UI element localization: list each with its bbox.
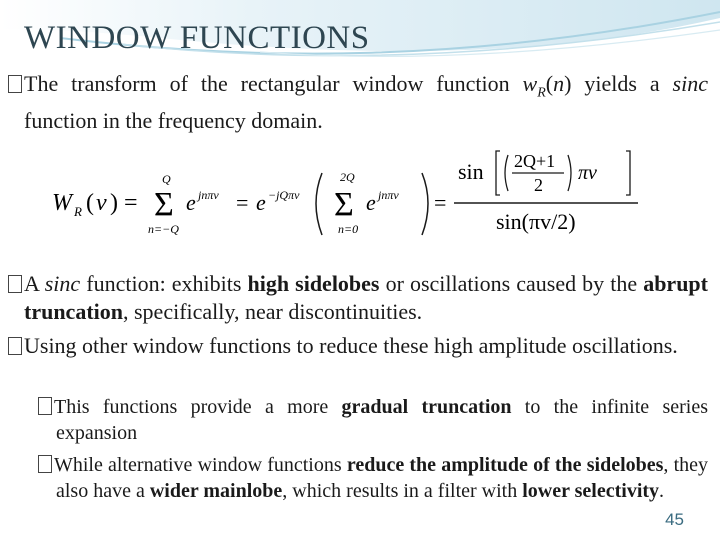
subbullet-gradual-truncation: This functions provide a more gradual truncation to the infinite series expansion: [38, 394, 708, 446]
slide-title: WINDOW FUNCTIONS: [24, 20, 370, 56]
svg-text:(: (: [86, 190, 94, 216]
svg-text:n=−Q: n=−Q: [148, 222, 179, 236]
svg-text:jnπv: jnπv: [198, 188, 219, 202]
svg-text:=: =: [434, 190, 447, 215]
paragraph-transform: The transform of the rectangular window function $w_R(n)$ yields a sinc function in the frequency domain.: [8, 70, 708, 135]
svg-text:=: =: [236, 190, 249, 215]
bullet-icon: [8, 337, 22, 355]
sum-symbol-1: Σ: [154, 186, 174, 223]
svg-text:2Q: 2Q: [340, 170, 355, 184]
svg-text:−jQπv: −jQπv: [268, 188, 300, 202]
svg-text:) =: ) =: [110, 190, 138, 216]
svg-text:sin(πv/2): sin(πv/2): [496, 209, 576, 234]
svg-text:R: R: [74, 204, 82, 219]
svg-text:πv: πv: [578, 162, 597, 184]
svg-text:v: v: [96, 190, 107, 216]
sum-symbol-2: Σ: [334, 186, 354, 223]
svg-text:jnπv: jnπv: [378, 188, 399, 202]
svg-text:2: 2: [534, 175, 543, 195]
bullet-icon: [38, 397, 52, 415]
svg-text:2Q+1: 2Q+1: [514, 151, 556, 171]
paragraph-sinc-sidelobes: A sinc function: exhibits high sidelobes or oscillations caused by the abrupt truncation, specifically, near discontinuities.: [8, 270, 708, 326]
paragraph-other-windows: Using other window functions to reduce these high amplitude oscillations.: [8, 332, 708, 360]
svg-text:n=0: n=0: [338, 222, 359, 236]
sinc-equation: [50, 145, 670, 245]
svg-text:sin: sin: [458, 159, 484, 184]
svg-text:e: e: [186, 190, 196, 215]
eq-lhs: W: [52, 190, 72, 216]
bullet-icon: [8, 275, 22, 293]
bullet-icon: [8, 75, 22, 93]
bullet-icon: [38, 455, 52, 473]
svg-text:e: e: [366, 190, 376, 215]
svg-text:Q: Q: [162, 172, 171, 186]
subbullet-wider-mainlobe: While alternative window functions reduce the amplitude of the sidelobes, they also have a wider mainlobe, which results in a filter with lower selectivity.: [38, 452, 708, 504]
page-number: 45: [665, 510, 684, 529]
svg-text:e: e: [256, 190, 266, 215]
